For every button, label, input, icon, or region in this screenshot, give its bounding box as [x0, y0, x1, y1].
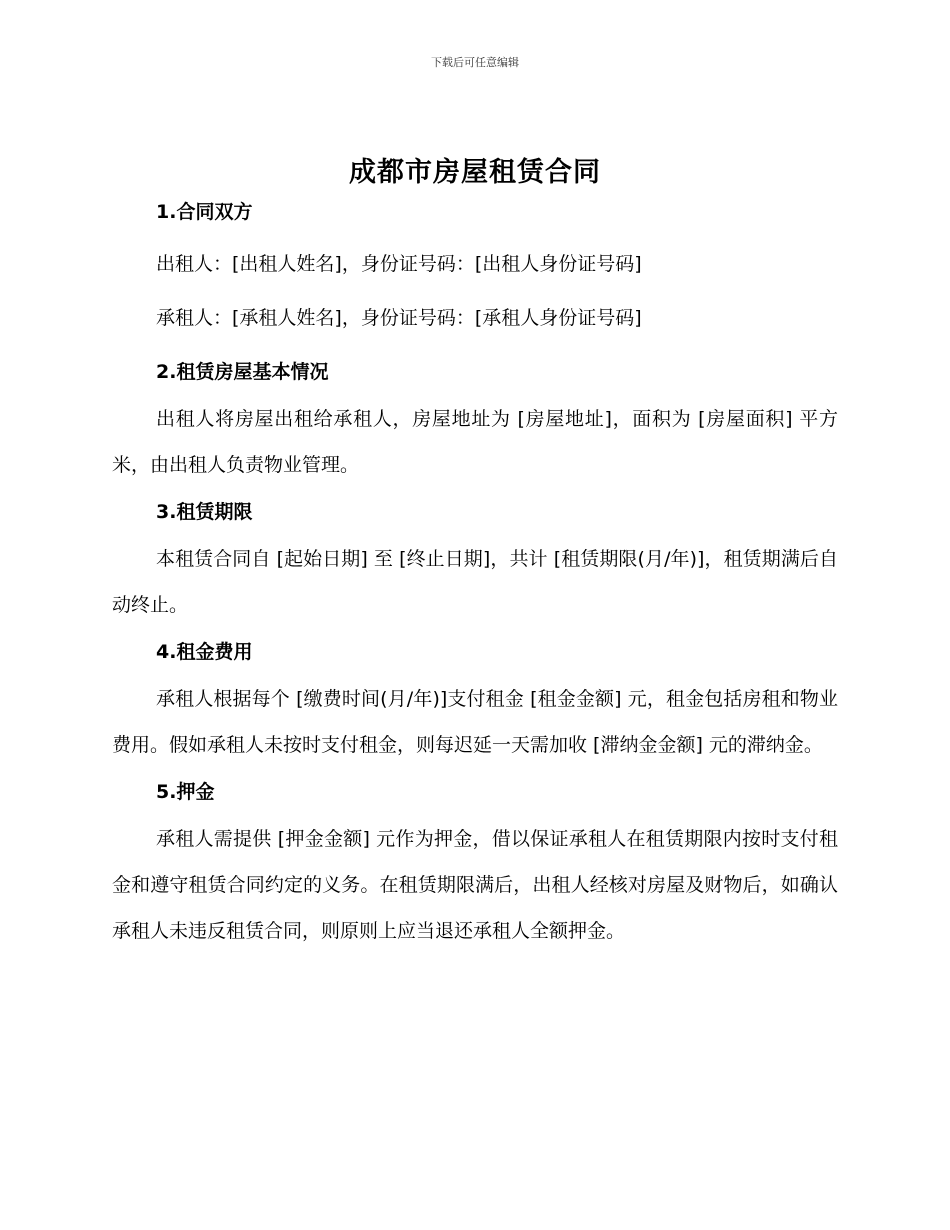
section-heading: 1.合同双方: [156, 201, 253, 223]
section-heading: 2.租赁房屋基本情况: [156, 361, 329, 383]
section-term: [112, 496, 838, 628]
header-note: 下载后可任意编辑: [431, 56, 519, 69]
lessee-line: 承租人：[承租人姓名]，身份证号码：[承租人身份证号码]: [156, 307, 642, 329]
contract-body: [112, 196, 838, 954]
page-title: 成都市房屋租赁合同: [349, 157, 601, 188]
lessor-line: 出租人：[出租人姓名]，身份证号码：[出租人身份证号码]: [156, 253, 642, 275]
section-deposit: [112, 776, 838, 954]
section-property: [112, 356, 838, 488]
section-paragraph: 承租人需提供 [押金金额] 元作为押金，借以保证承租人在租赁期限内按时支付租金和遵守租赁合同约定的义务。在租赁期限满后，出租人经核对房屋及财物后，如确认承租人未违反租赁合同，则原则上应当退还承租人全额押金。: [112, 828, 838, 942]
section-heading: 4.租金费用: [156, 641, 253, 663]
section-parties: [112, 196, 838, 334]
section-heading: 3.租赁期限: [156, 501, 253, 523]
section-paragraph: 本租赁合同自 [起始日期] 至 [终止日期]，共计 [租赁期限(月/年)]，租赁期满后自动终止。: [112, 548, 838, 616]
section-heading: 5.押金: [156, 781, 215, 803]
section-paragraph: 出租人将房屋出租给承租人，房屋地址为 [房屋地址]，面积为 [房屋面积] 平方米，由出租人负责物业管理。: [112, 408, 838, 476]
section-rent: [112, 636, 838, 768]
section-paragraph: 承租人根据每个 [缴费时间(月/年)]支付租金 [租金金额] 元，租金包括房租和物业费用。假如承租人未按时支付租金，则每迟延一天需加收 [滞纳金金额] 元的滞纳金。: [112, 688, 838, 756]
